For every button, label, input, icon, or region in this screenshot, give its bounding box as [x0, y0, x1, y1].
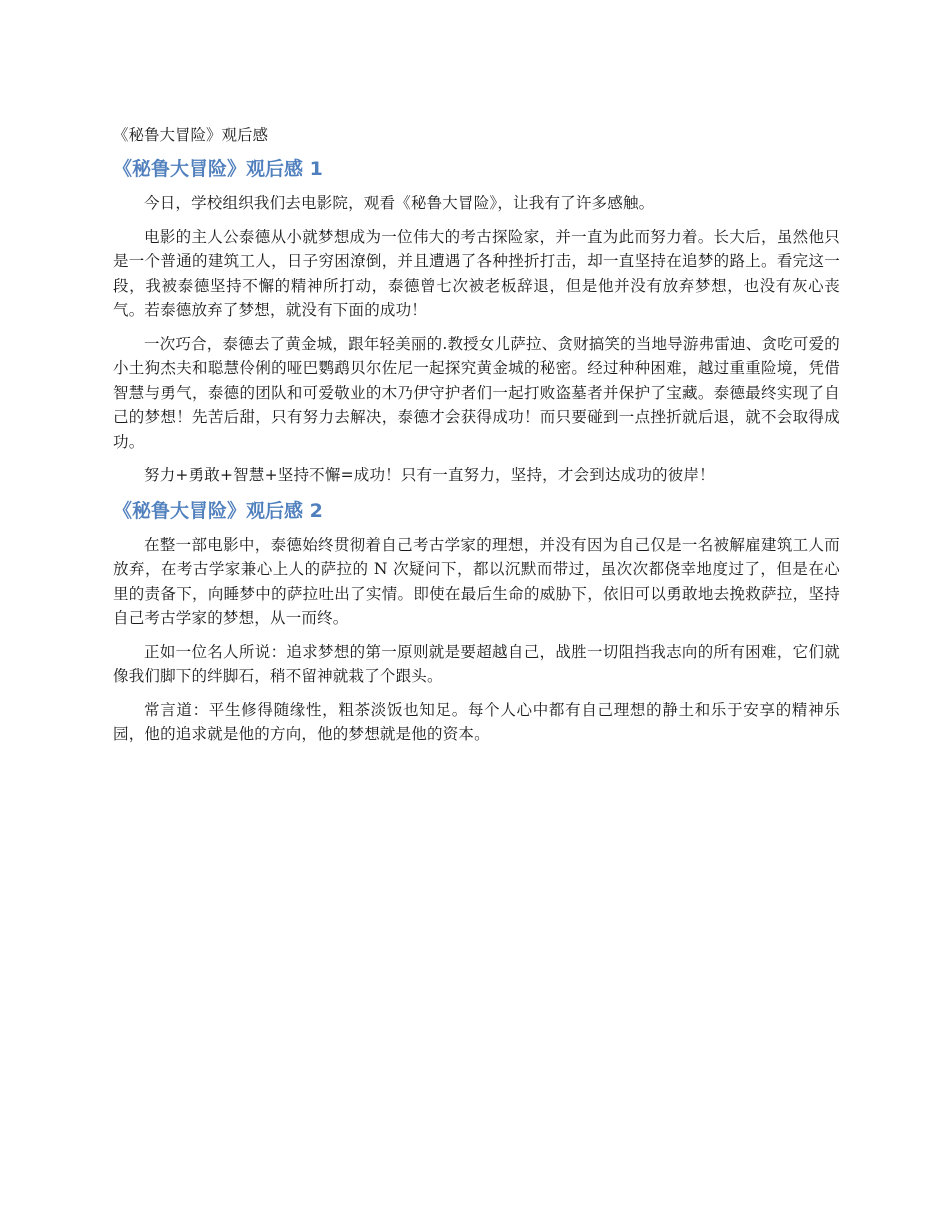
section-2 [113, 497, 840, 747]
paragraph: 常言道：平生修得随缘性，粗茶淡饭也知足。每个人心中都有自己理想的静土和乐于安享的精神乐园，他的追求就是他的方向，他的梦想就是他的资本。 [113, 700, 840, 743]
paragraph: 在整一部电影中，泰德始终贯彻着自己考古学家的理想，并没有因为自己仅是一名被解雇建筑工人而放弃，在考古学家兼心上人的萨拉的 N 次疑问下，都以沉默而带过，虽次次都侥幸地度过了，但是在心里的责备下，向睡梦中的萨拉吐出了实情。即使在最后生命的威胁下，依旧可以勇敢地去挽救萨拉，坚持自己考古学家的梦想，从一而终。 [113, 535, 840, 627]
document-page [113, 121, 840, 756]
paragraph: 今日，学校组织我们去电影院，观看《秘鲁大冒险》，让我有了许多感触。 [144, 194, 655, 212]
paragraph: 一次巧合，泰德去了黄金城，跟年轻美丽的.教授女儿萨拉、贪财搞笑的当地导游弗雷迪、贪吃可爱的小土狗杰夫和聪慧伶俐的哑巴鹦鹉贝尔佐尼一起探究黄金城的秘密。经过种种困难，越过重重险境，凭借智慧与勇气，泰德的团队和可爱敬业的木乃伊守护者们一起打败盗墓者并保护了宝藏。泰德最终实现了自己的梦想！先苦后甜，只有努力去解决，泰德才会获得成功！而只要碰到一点挫折就后退，就不会取得成功。 [113, 334, 840, 451]
section-heading: 《秘鲁大冒险》观后感 2 [113, 499, 323, 522]
section-heading: 《秘鲁大冒险》观后感 1 [113, 158, 323, 180]
section-1 [113, 155, 840, 488]
paragraph: 努力+勇敢+智慧+坚持不懈=成功！只有一直努力，坚持，才会到达成功的彼岸！ [144, 466, 715, 484]
document-title: 《秘鲁大冒险》观后感 [113, 126, 269, 144]
paragraph: 电影的主人公泰德从小就梦想成为一位伟大的考古探险家，并一直为此而努力着。长大后，虽然他只是一个普通的建筑工人，日子穷困潦倒，并且遭遇了各种挫折打击，却一直坚持在追梦的路上。看完这一段，我被泰德坚持不懈的精神所打动，泰德曾七次被老板辞退，但是他并没有放弃梦想，也没有灰心丧气。若泰德放弃了梦想，就没有下面的成功！ [113, 227, 840, 319]
paragraph: 正如一位名人所说：追求梦想的第一原则就是要超越自己，战胜一切阻挡我志向的所有困难，它们就像我们脚下的绊脚石，稍不留神就栽了个跟头。 [113, 642, 840, 685]
